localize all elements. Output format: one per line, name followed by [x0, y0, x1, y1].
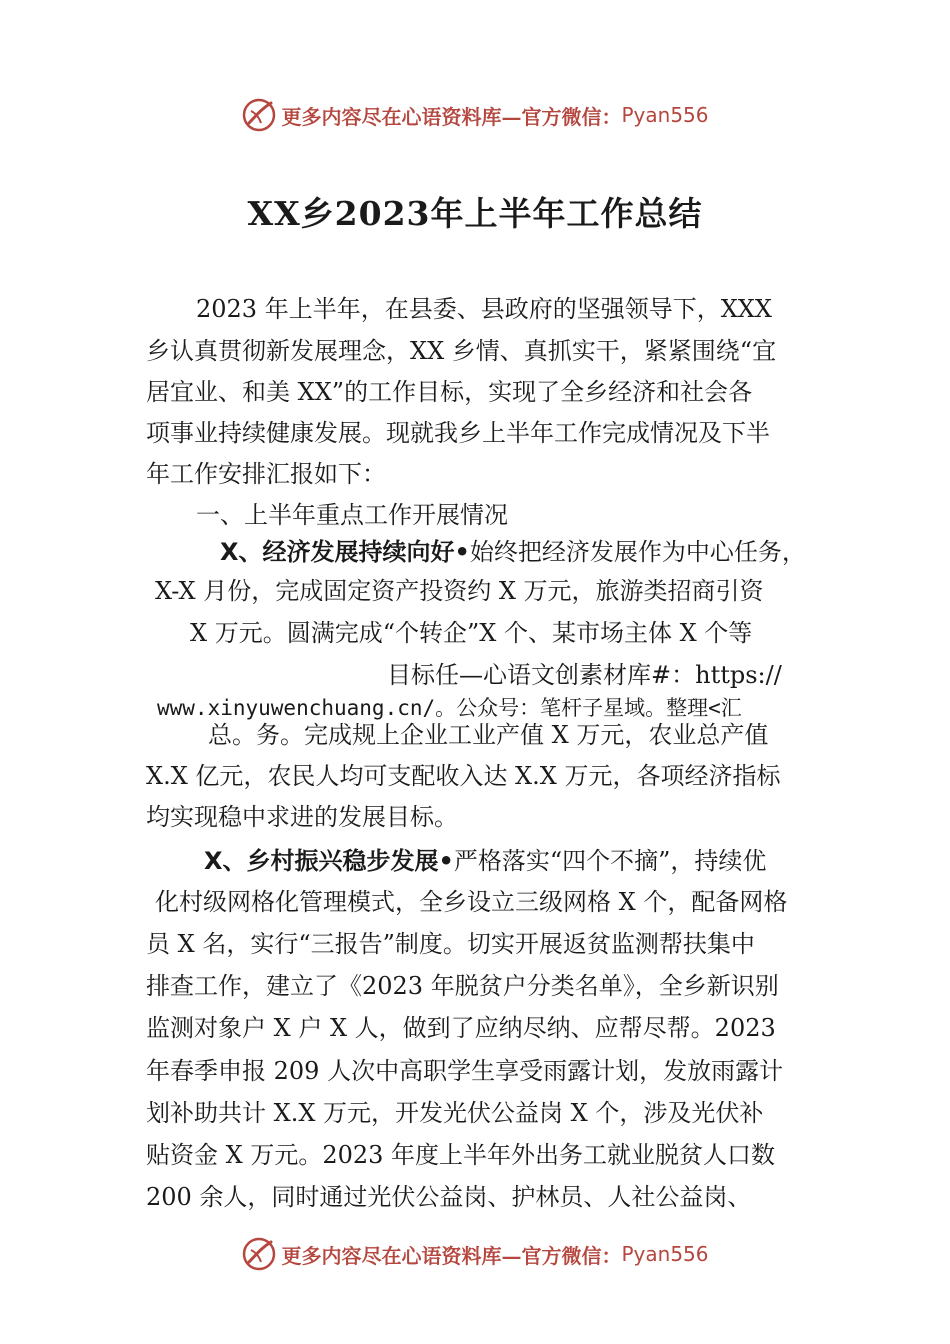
banner-text: 更多内容尽在心语资料库—官方微信： [281, 1243, 622, 1268]
section1-first-line [220, 537, 806, 567]
body-line: 化村级网格化管理模式，全乡设立三级网格 X 个，配备网格 [155, 888, 788, 916]
body-line: 员 X 名，实行“三报告”制度。切实开展返贫监测帮扶集中 [146, 930, 755, 958]
section1-first-line-rest: 始终把经济发展作为中心任务， [469, 538, 806, 566]
body-line: 年工作安排汇报如下： [146, 460, 386, 488]
body-line: X-X 月份，完成固定资产投资约 X 万元，旅游类招商引资 [155, 577, 764, 605]
body-line: 乡认真贯彻新发展理念，XX 乡情、真抓实干，紧紧围绕“宜 [146, 337, 777, 365]
section1-heading: X、经济发展持续向好• [220, 538, 470, 566]
body-line: 年春季申报 209 人次中高职学生享受雨露计划，发放雨露计 [146, 1057, 784, 1085]
body-line: 监测对象户 X 户 X 人，做到了应纳尽纳、应帮尽帮。2023 [146, 1014, 776, 1042]
header-banner [0, 93, 950, 137]
body-line: X.X 亿元，农民人均可支配收入达 X.X 万元，各项经济指标 [146, 762, 781, 790]
body-line: 居宜业、和美 XX”的工作目标，实现了全乡经济和社会各 [146, 378, 753, 406]
body-line: 200 余人，同时通过光伏公益岗、护林员、人社公益岗、 [146, 1183, 752, 1211]
body-line: 项事业持续健康发展。现就我乡上半年工作完成情况及下半 [146, 419, 770, 447]
section2-first-line [204, 846, 766, 876]
banner-wechat-id: Pyan556 [621, 103, 709, 127]
document-title: XX乡2023年上半年工作总结 [247, 194, 703, 233]
body-line: X 万元。圆满完成“个转企”X 个、某市场主体 X 个等 [190, 619, 753, 647]
section-heading: 一、上半年重点工作开展情况 [196, 501, 508, 529]
body-line: 均实现稳中求进的发展目标。 [146, 803, 458, 831]
body-line: 目标任—心语文创素材库#：https:// [387, 661, 782, 689]
body-line: 贴资金 X 万元。2023 年度上半年外出务工就业脱贫人口数 [146, 1141, 776, 1169]
section2-first-line-rest: 严格落实“四个不摘”，持续优 [453, 847, 767, 875]
section2-heading: X、乡村振兴稳步发展• [204, 847, 454, 875]
footer-banner [0, 1232, 950, 1276]
banner-wechat-id: Pyan556 [621, 1242, 709, 1266]
brush-logo-icon [241, 1236, 277, 1272]
body-line: 总。务。完成规上企业工业产值 X 万元，农业总产值 [208, 721, 769, 749]
body-line: 划补助共计 X.X 万元，开发光伏公益岗 X 个，涉及光伏补 [146, 1099, 764, 1127]
body-line: 2023 年上半年，在县委、县政府的坚强领导下，XXX [196, 295, 772, 323]
banner-text: 更多内容尽在心语资料库—官方微信： [281, 104, 622, 129]
body-line: www.xinyuwenchuang.cn/。公众号：笔杆子星域。整理<汇 [157, 696, 742, 720]
body-line: 排查工作，建立了《2023 年脱贫户分类名单》，全乡新识别 [146, 972, 779, 1000]
brush-logo-icon [241, 97, 277, 133]
